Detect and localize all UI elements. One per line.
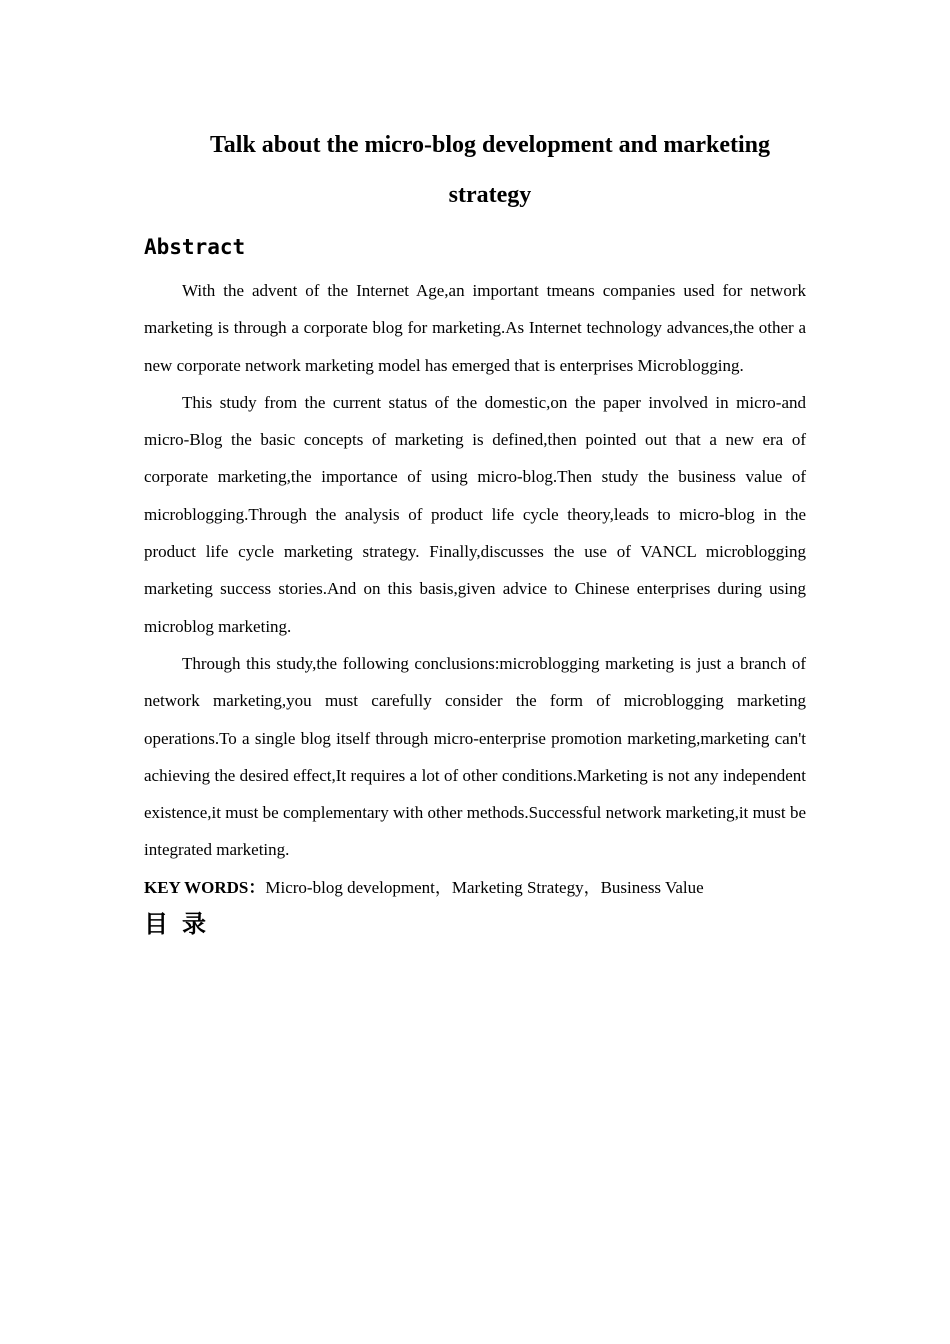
abstract-paragraph-1: With the advent of the Internet Age,an important tmeans companies used for network marketing is through a corporate blog for marketing.As Internet technology advances,the other a new corporate network marketing model has emerged that is enterprises Microblogging.: [144, 281, 806, 375]
keywords-line: [144, 869, 806, 906]
abstract-paragraph-3: Through this study,the following conclusions:microblogging marketing is just a branch of network marketing,you must carefully consider the form of microblogging marketing operations.To a single blog itself through micro-enterprise promotion marketing,marketing can't achieving the desired effect,It requires a lot of other conditions.Marketing is not any independent existence,it must be complementary with other methods.Successful network marketing,it must be integrated marketing.: [144, 653, 806, 860]
keywords-label: KEY WORDS：: [144, 877, 266, 897]
document-page: [144, 120, 806, 942]
abstract-heading: Abstract: [144, 235, 246, 259]
title-line-1: Talk about the micro-blog development and marketing: [209, 132, 771, 158]
keywords-value: Micro-blog development，Marketing Strategy，Business Value: [265, 877, 704, 897]
toc-heading: 目录: [144, 909, 220, 938]
abstract-paragraph-2: This study from the current status of the domestic,on the paper involved in micro-and micro-Blog the basic concepts of marketing is defined,then pointed out that a new era of corporate marketing,the importance of using micro-blog.Then study the business value of microblogging.Through the analysis of product life cycle theory,leads to micro-blog in the product life cycle marketing strategy. Finally,discusses the use of VANCL microblogging marketing success stories.And on this basis,given advice to Chinese enterprises during using microblog marketing.: [144, 392, 806, 636]
paper-title: [174, 120, 806, 220]
title-line-2: strategy: [448, 182, 532, 208]
